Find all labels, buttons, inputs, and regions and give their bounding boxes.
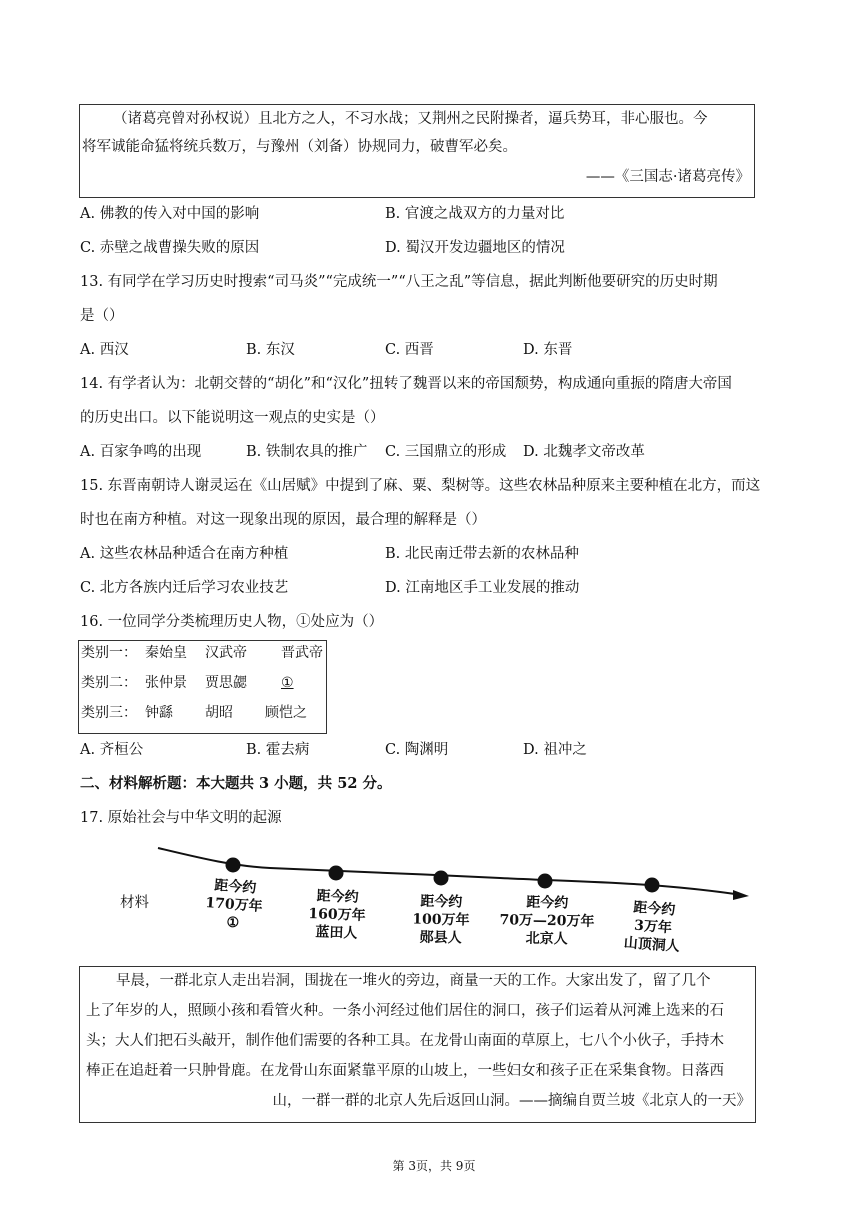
q15-stem-line-2: 时也在南方种植。对这一现象出现的原因，最合理的解释是（） xyxy=(80,512,486,528)
q14-option-d[interactable]: D. 北魏孝文帝改革 xyxy=(523,444,645,460)
q13-option-b[interactable]: B. 东汉 xyxy=(246,342,295,358)
q15-option-a[interactable]: A. 这些农林品种适合在南方种植 xyxy=(80,546,289,562)
category-label: 类别三： xyxy=(81,705,137,721)
timeline-label-line: 70万—20万年 xyxy=(499,912,595,930)
timeline-label-line: 山顶洞人 xyxy=(623,935,681,955)
q16-option-c[interactable]: C. 陶渊明 xyxy=(385,742,449,758)
q14-option-c[interactable]: C. 三国鼎立的形成 xyxy=(385,444,507,460)
q13-option-a[interactable]: A. 西汉 xyxy=(80,342,129,358)
category-cell: 贾思勰 xyxy=(205,675,247,691)
category-label: 类别一： xyxy=(81,645,137,661)
q14-option-a[interactable]: A. 百家争鸣的出现 xyxy=(80,444,202,460)
timeline-label-line: 距今约 xyxy=(632,899,676,919)
page-footer: 第 3页，共 9页 xyxy=(392,1159,476,1173)
timeline-label-line: 160万年 xyxy=(308,906,366,924)
quote-box xyxy=(79,104,755,198)
category-table xyxy=(78,640,327,734)
q15-option-d[interactable]: D. 江南地区手工业发展的推动 xyxy=(385,580,580,596)
passage-line-3: 头；大人们把石头敲开，制作他们需要的各种工具。在龙骨山南面的草原上，七八个小伙子，手持木 xyxy=(86,1033,724,1049)
q14-stem-line-2: 的历史出口。以下能说明这一观点的史实是（） xyxy=(80,410,385,426)
q13-stem-line-2: 是（） xyxy=(80,308,124,324)
q15-option-b[interactable]: B. 北民南迁带去新的农林品种 xyxy=(385,546,579,562)
timeline-label-2 xyxy=(295,887,379,944)
timeline-label-4 xyxy=(495,893,600,949)
q12-option-a[interactable]: A. 佛教的传入对中国的影响 xyxy=(80,206,260,222)
timeline-label-line: 距今约 xyxy=(316,888,359,906)
timeline-figure xyxy=(0,838,868,964)
timeline-dot xyxy=(434,871,449,886)
q16-option-a[interactable]: A. 齐桓公 xyxy=(80,742,144,758)
q13-option-c[interactable]: C. 西晋 xyxy=(385,342,434,358)
quote-line-2: 将军诚能命猛将统兵数万，与豫州（刘备）协规同力，破曹军必矣。 xyxy=(82,139,517,155)
category-blank-marker: ① xyxy=(281,675,294,691)
timeline-dot xyxy=(226,858,241,873)
category-cell: 胡昭 xyxy=(205,705,233,721)
passage-line-1: 早晨，一群北京人走出岩洞，围拢在一堆火的旁边，商量一天的工作。大家出发了，留了几个 xyxy=(116,973,711,989)
category-cell: 晋武帝 xyxy=(281,645,323,661)
q12-option-d[interactable]: D. 蜀汉开发边疆地区的情况 xyxy=(385,240,565,256)
material-label: 材料 xyxy=(120,895,149,911)
passage-line-4: 棒正在追赶着一只肿骨鹿。在龙骨山东面紧靠平原的山坡上，一些妇女和孩子正在采集食物。日落西 xyxy=(86,1063,724,1079)
timeline-label-line: 100万年 xyxy=(412,911,470,929)
q13-stem-line-1: 13. 有同学在学习历史时搜索“司马炎”“完成统一”“八王之乱”等信息，据此判断他要研究的历史时期 xyxy=(80,274,718,290)
timeline-label-line: ① xyxy=(225,914,240,932)
category-cell: 顾恺之 xyxy=(265,705,307,721)
timeline-label-line: 距今约 xyxy=(420,893,463,911)
timeline-label-line: 距今约 xyxy=(526,894,569,912)
q14-stem-line-1: 14. 有学者认为：北朝交替的“胡化”和“汉化”扭转了魏晋以来的帝国颓势，构成通向重振的隋唐大帝国 xyxy=(80,376,732,392)
q17-stem: 17. 原始社会与中华文明的起源 xyxy=(80,810,282,826)
category-cell: 秦始皇 xyxy=(145,645,187,661)
timeline-label-line: 距今约 xyxy=(213,877,257,897)
category-label: 类别二： xyxy=(81,675,137,691)
timeline-label-3 xyxy=(400,892,483,947)
q12-option-c[interactable]: C. 赤壁之战曹操失败的原因 xyxy=(80,240,260,256)
timeline-label-line: 蓝田人 xyxy=(315,924,358,942)
q15-option-c[interactable]: C. 北方各族内迁后学习农业技艺 xyxy=(80,580,289,596)
timeline-arrowhead xyxy=(733,890,749,900)
passage-line-2: 上了年岁的人，照顾小孩和看管火种。一条小河经过他们居住的洞口，孩子们运着从河滩上选来的石 xyxy=(86,1003,724,1019)
category-cell: 张仲景 xyxy=(145,675,187,691)
q16-option-b[interactable]: B. 霍去病 xyxy=(246,742,310,758)
material-passage-box xyxy=(79,966,756,1123)
timeline-dot xyxy=(329,866,344,881)
q13-option-d[interactable]: D. 东晋 xyxy=(523,342,573,358)
section-heading: 二、材料解析题：本大题共 3 小题，共 52 分。 xyxy=(80,775,392,792)
timeline-label-line: 郧县人 xyxy=(419,929,462,947)
timeline-label-line: 170万年 xyxy=(204,895,264,915)
quote-source: ——《三国志·诸葛亮传》 xyxy=(585,169,750,185)
timeline-label-5 xyxy=(610,897,696,957)
timeline-dot xyxy=(538,874,553,889)
category-cell: 钟繇 xyxy=(145,705,173,721)
passage-line-5: 山，一群一群的北京人先后返回山洞。——摘编自贾兰坡《北京人的一天》 xyxy=(272,1093,751,1109)
timeline-label-line: 北京人 xyxy=(525,930,568,948)
q12-option-b[interactable]: B. 官渡之战双方的力量对比 xyxy=(385,206,565,222)
timeline-label-line: 3万年 xyxy=(633,917,673,937)
q16-stem: 16. 一位同学分类梳理历史人物，①处应为（） xyxy=(80,614,384,630)
timeline-dot xyxy=(645,878,660,893)
q16-option-d[interactable]: D. 祖冲之 xyxy=(523,742,587,758)
timeline-label-1 xyxy=(191,875,277,935)
q14-option-b[interactable]: B. 铁制农具的推广 xyxy=(246,444,368,460)
q15-stem-line-1: 15. 东晋南朝诗人谢灵运在《山居赋》中提到了麻、粟、梨树等。这些农林品种原来主要种植在北方，而这 xyxy=(80,478,761,494)
category-cell: 汉武帝 xyxy=(205,645,247,661)
quote-line-1: （诸葛亮曾对孙权说）且北方之人，不习水战；又荆州之民附操者，逼兵势耳，非心服也。今 xyxy=(113,111,708,127)
